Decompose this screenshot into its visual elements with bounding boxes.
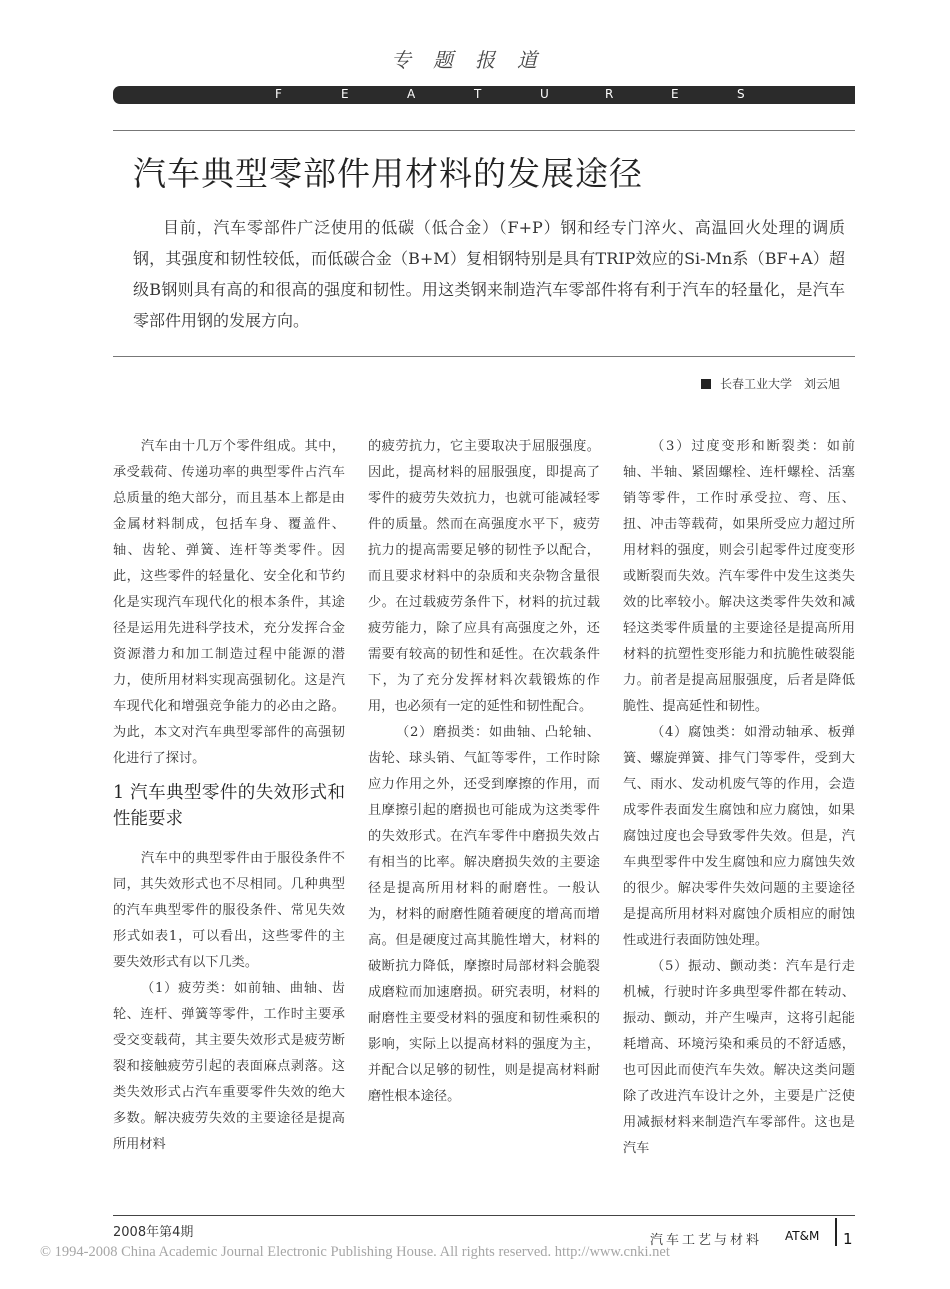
author-text: 长春工业大学 刘云旭 [719, 377, 840, 391]
paragraph: （2）磨损类：如曲轴、凸轮轴、齿轮、球头销、气缸等零件，工作时除应力作用之外，还受到摩擦的作用，而且摩擦引起的磨损也可能成为这类零件的失效形式。在汽车零件中磨损失效占有相当的比率。解决磨损失效的主要途径是提高所用材料的耐磨性。一般认为，材料的耐磨性随着硬度的增高而增高。但是硬度过高其脆性增大，材料的破断抗力降低，摩擦时局部材料会脆裂成磨粒而加速磨损。研究表明，材料的耐磨性主要受材料的强度和韧性乘积的影响，实际上以提高材料的强度为主，并配合以足够的韧性，则是提高材料耐磨性根本途径。 [368, 725, 600, 1104]
copyright-watermark: © 1994-2008 China Academic Journal Electronic Publishing House. All rights reserved. http://www.cnki.net [40, 1244, 670, 1260]
paragraph: （3）过度变形和断裂类：如前轴、半轴、紧固螺栓、连杆螺栓、活塞销等零件，工作时承受拉、弯、压、扭、冲击等载荷，如果所受应力超过所用材料的强度，则会引起零件过度变形或断裂而失效。汽车零件中发生这类失效的比率较小。解决这类零件失效和减轻这类零件质量的主要途径是提高所用材料的抗塑性变形能力和抗脆性破裂能力。前者是提高屈服强度，后者是降低脆性、提高延性和韧性。 [623, 439, 855, 714]
features-letter: S [737, 87, 745, 101]
features-letter: R [605, 87, 614, 101]
author-line [701, 375, 840, 392]
paragraph: 汽车由十几万个零件组成。其中，承受载荷、传递功率的典型零件占汽车总质量的绝大部分，而且基本上都是由金属材料制成，包括车身、覆盖件、轴、齿轮、弹簧、连杆等类零件。因此，这些零件的轻量化、安全化和节约化是实现汽车现代化的根本条件，其途径是运用先进科学技术，充分发挥合金资源潜力和加工制造过程中能源的潜力，使所用材料实现高强韧化。这是汽车现代化和增强竞争能力的必由之路。为此，本文对汽车典型零部件的高强韧化进行了探讨。 [113, 439, 345, 766]
abstract-bottom-rule [113, 356, 855, 357]
journal-abbr: AT&M [785, 1229, 820, 1243]
paragraph: 的疲劳抗力，它主要取决于屈服强度。因此，提高材料的屈服强度，即提高了零件的疲劳失效抗力，也就可能减轻零件的质量。然而在高强度水平下，疲劳抗力的提高需要足够的韧性予以配合，而且要求材料中的杂质和夹杂物含量很少。在过载疲劳条件下，材料的抗过载疲劳能力，除了应具有高强度之外，还需要有较高的韧性和延性。在次载条件下，为了充分发挥材料次载锻炼的作用，也必须有一定的延性和韧性配合。 [368, 439, 600, 714]
section-label: 专题报道 [391, 48, 559, 72]
title-top-rule [113, 130, 855, 131]
page-number: 1 [843, 1230, 853, 1248]
body-column-2 [368, 434, 600, 1110]
body-column-1 [113, 434, 345, 1158]
issue-label: 2008年第4期 [113, 1225, 194, 1240]
body-column-3 [623, 434, 855, 1162]
paragraph: （1）疲劳类：如前轴、曲轴、齿轮、连杆、弹簧等零件，工作时主要承受交变载荷，其主要失效形式是疲劳断裂和接触疲劳引起的表面麻点剥落。这类失效形式占汽车重要零件失效的绝大多数。解决疲劳失效的主要途径是提高所用材料 [113, 981, 345, 1152]
features-letter: A [407, 87, 416, 101]
footer-rule [113, 1215, 855, 1216]
paragraph: （4）腐蚀类：如滑动轴承、板弹簧、螺旋弹簧、排气门等零件，受到大气、雨水、发动机废气等的作用，会造成零件表面发生腐蚀和应力腐蚀，如果腐蚀过度也会导致零件失效。但是，汽车典型零件中发生腐蚀和应力腐蚀失效的很少。解决零件失效问题的主要途径是提高所用材料对腐蚀介质相应的耐蚀性或进行表面防蚀处理。 [623, 725, 855, 948]
section-heading: 1 汽车典型零件的失效形式和性能要求 [113, 783, 345, 829]
journal-name: 汽车工艺与材料 [650, 1233, 763, 1248]
paragraph: 汽车中的典型零件由于服役条件不同，其失效形式也不尽相同。几种典型的汽车典型零件的服役条件、常见失效形式如表1，可以看出，这些零件的主要失效形式有以下几类。 [113, 851, 345, 970]
paragraph: （5）振动、颤动类：汽车是行走机械，行驶时许多典型零件都在转动、振动、颤动，并产生噪声，这将引起能耗增高、环境污染和乘员的不舒适感，也可因此而使汽车失效。解决这类问题除了改进汽车设计之外，主要是广泛使用减振材料来制造汽车零部件。这也是汽车 [623, 959, 855, 1156]
features-letter: F [275, 87, 282, 101]
features-banner [113, 86, 855, 104]
article-title: 汽车典型零部件用材料的发展途径 [133, 154, 643, 193]
features-letter: T [474, 87, 482, 101]
features-letter: E [671, 87, 679, 101]
article-abstract: 目前，汽车零部件广泛使用的低碳（低合金）（F+P）钢和经专门淬火、高温回火处理的调质钢，其强度和韧性较低，而低碳合金（B+M）复相钢特别是具有TRIP效应的Si-Mn系（BF+A）超级B钢则具有高的和很高的强度和韧性。用这类钢来制造汽车零部件将有利于汽车的轻量化，是汽车零部件用钢的发展方向。 [133, 218, 845, 330]
footer-separator [835, 1218, 837, 1246]
square-bullet-icon [701, 379, 711, 389]
features-letter: U [540, 87, 549, 101]
features-letter: E [341, 87, 349, 101]
